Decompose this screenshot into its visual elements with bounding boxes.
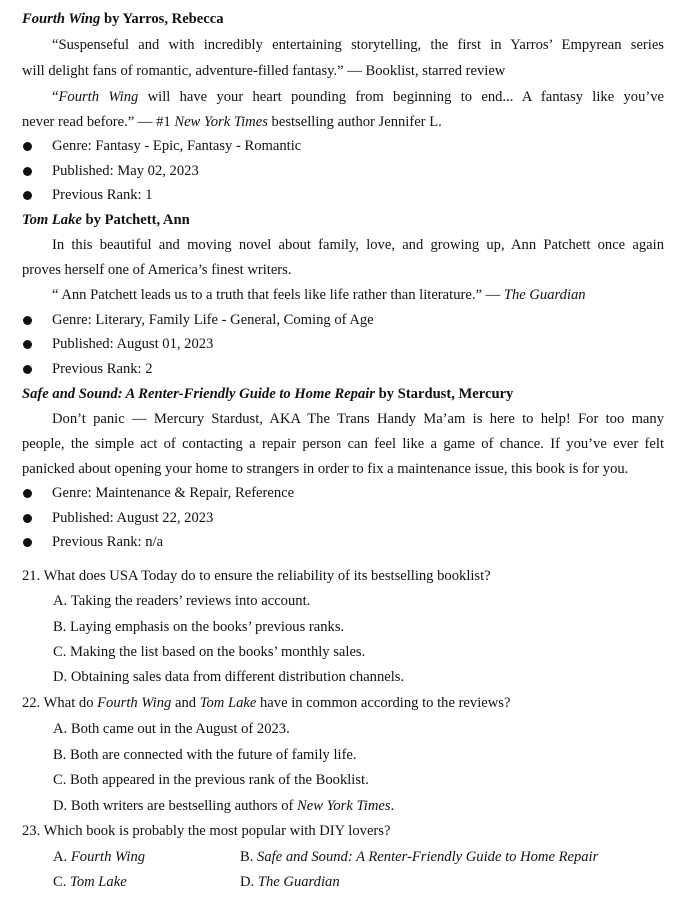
book-3-published: Published: August 22, 2023 <box>52 510 214 526</box>
bullet-icon <box>23 538 32 547</box>
book-3-rank: Previous Rank: n/a <box>52 534 164 550</box>
book-1-review-2-line-2: never read before.” — #1 New York Times bestselling author Jennifer L. <box>22 114 442 130</box>
bullet-icon <box>23 365 32 374</box>
book-3-title: Safe and Sound: A Renter-Friendly Guide to Home Repair <box>22 386 375 402</box>
q21-option-a[interactable]: A. Taking the readers’ reviews into account. <box>53 593 311 609</box>
q21-option-c[interactable]: C. Making the list based on the books’ monthly sales. <box>53 644 366 660</box>
bullet-icon <box>23 489 32 498</box>
question-stem: Which book is probably the most popular with DIY lovers? <box>43 823 391 839</box>
book-2-review-2: “ Ann Patchett leads us to a truth that feels like life rather than literature.” — The Guardian <box>52 287 586 303</box>
book-1-heading <box>22 9 224 29</box>
book-2-published: Published: August 01, 2023 <box>52 336 214 352</box>
book-1-review-1-line-2: will delight fans of romantic, adventure-filled fantasy.” — Booklist, starred review <box>22 63 506 79</box>
book-3-review-line-2: people, the simple act of contacting a repair person can feel like a game of chance. If you’ve ever felt <box>22 436 664 452</box>
question-number: 23. <box>22 823 41 839</box>
bullet-icon <box>23 167 32 176</box>
book-3-genre: Genre: Maintenance & Repair, Reference <box>52 485 295 501</box>
question-23 <box>22 821 390 841</box>
q22-option-d[interactable]: D. Both writers are bestselling authors of New York Times. <box>53 798 395 814</box>
bullet-icon <box>23 142 32 151</box>
book-2-heading <box>22 210 190 230</box>
bullet-icon <box>23 191 32 200</box>
book-2-review-1-line-1: In this beautiful and moving novel about family, love, and growing up, Ann Patchett once again <box>52 237 664 253</box>
book-1-review-2-line-1: “Fourth Wing will have your heart pounding from beginning to end... A fantasy like you’ve <box>52 89 664 105</box>
q22-option-b[interactable]: B. Both are connected with the future of family life. <box>53 747 357 763</box>
q23-option-a[interactable]: A. Fourth Wing <box>53 849 146 865</box>
question-21 <box>22 566 491 586</box>
book-1-review-1-line-1: “Suspenseful and with incredibly entertaining storytelling, the first in Yarros’ Empyrean series <box>52 37 664 53</box>
book-1-rank: Previous Rank: 1 <box>52 187 153 203</box>
question-22: 22. What do Fourth Wing and Tom Lake have in common according to the reviews? <box>22 695 511 711</box>
question-number: 22. <box>22 695 41 711</box>
book-2-genre: Genre: Literary, Family Life - General, Coming of Age <box>52 312 374 328</box>
book-2-author: by Patchett, Ann <box>85 212 190 228</box>
book-1-title: Fourth Wing <box>22 11 101 27</box>
book-2-rank: Previous Rank: 2 <box>52 361 153 377</box>
q23-option-b[interactable]: B. Safe and Sound: A Renter-Friendly Guide to Home Repair <box>240 849 599 865</box>
book-1-genre: Genre: Fantasy - Epic, Fantasy - Romantic <box>52 138 302 154</box>
q21-option-b[interactable]: B. Laying emphasis on the books’ previous ranks. <box>53 619 345 635</box>
q22-option-c[interactable]: C. Both appeared in the previous rank of the Booklist. <box>53 772 369 788</box>
book-1-published: Published: May 02, 2023 <box>52 163 199 179</box>
book-3-review-line-3: panicked about opening your home to strangers in order to fix a maintenance issue, this book is for you. <box>22 461 629 477</box>
q21-option-d[interactable]: D. Obtaining sales data from different distribution channels. <box>53 669 405 685</box>
book-3-author: by Stardust, Mercury <box>378 386 514 402</box>
book-3-review-line-1: Don’t panic — Mercury Stardust, AKA The Trans Handy Ma’am is here to help! For too many <box>52 411 664 427</box>
book-2-review-2-source: The Guardian <box>503 287 586 303</box>
question-number: 21. <box>22 568 41 584</box>
q23-option-c[interactable]: C. Tom Lake <box>53 874 127 890</box>
bullet-icon <box>23 514 32 523</box>
q23-option-d[interactable]: D. The Guardian <box>240 874 340 890</box>
book-1-author: by Yarros, Rebecca <box>103 11 224 27</box>
question-stem: What does USA Today do to ensure the reliability of its bestselling booklist? <box>43 568 491 584</box>
book-1-review-2-italic: Fourth Wing <box>58 89 139 105</box>
q22-option-a[interactable]: A. Both came out in the August of 2023. <box>53 721 290 737</box>
bullet-icon <box>23 340 32 349</box>
book-3-heading <box>22 384 513 404</box>
book-2-review-1-line-2: proves herself one of America’s finest writers. <box>22 262 292 278</box>
book-2-title: Tom Lake <box>22 212 82 228</box>
bullet-icon <box>23 316 32 325</box>
book-1-review-2-nyt: New York Times <box>174 114 268 130</box>
